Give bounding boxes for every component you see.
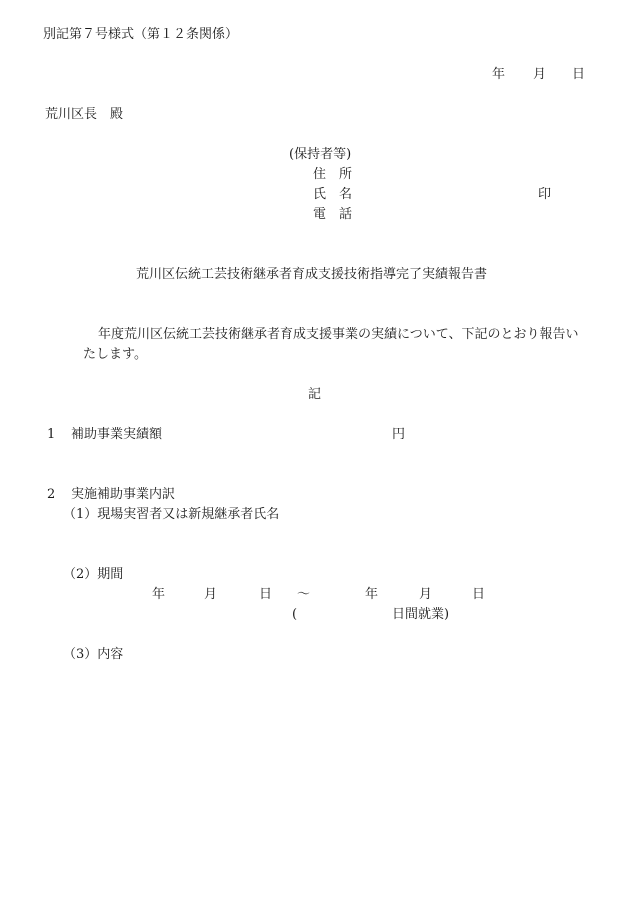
date-month-label: 月 <box>533 67 547 82</box>
body-text-line-2: たします。 <box>83 347 147 362</box>
item1-label: 補助事業実績額 <box>71 427 163 442</box>
period-start-year: 年 <box>152 587 166 602</box>
name-label: 氏 名 <box>313 187 353 202</box>
days-open-paren: ( <box>292 607 298 622</box>
form-label: 別記第７号様式（第１２条関係） <box>43 27 239 42</box>
date-day-label: 日 <box>572 67 586 82</box>
body-text-line-1: 年度荒川区伝統工芸技術継承者育成支援事業の実績について、下記のとおり報告い <box>98 327 579 342</box>
subitem-trainee-name: （1）現場実習者又は新規継承者氏名 <box>63 507 280 522</box>
days-employed-label: 日間就業) <box>392 607 450 622</box>
address-label: 住 所 <box>313 167 353 182</box>
period-end-month: 月 <box>419 587 433 602</box>
item1-unit: 円 <box>392 427 406 442</box>
period-tilde: ～ <box>297 587 311 602</box>
seal-mark: 印 <box>538 187 552 202</box>
period-start-day: 日 <box>259 587 273 602</box>
ki-heading: 記 <box>308 387 322 402</box>
holder-heading: (保持者等) <box>289 147 352 162</box>
document-title: 荒川区伝統工芸技術継承者育成支援技術指導完了実績報告書 <box>136 267 488 282</box>
phone-label: 電 話 <box>313 207 353 222</box>
subitem-content: （3）内容 <box>63 647 124 662</box>
period-end-year: 年 <box>365 587 379 602</box>
subitem-period: （2）期間 <box>63 567 124 582</box>
item2-number: 2 <box>47 487 56 502</box>
date-year-label: 年 <box>492 67 506 82</box>
addressee: 荒川区長 殿 <box>45 107 124 122</box>
period-start-month: 月 <box>204 587 218 602</box>
period-end-day: 日 <box>472 587 486 602</box>
item1-number: 1 <box>47 427 56 442</box>
item2-label: 実施補助事業内訳 <box>71 487 176 502</box>
